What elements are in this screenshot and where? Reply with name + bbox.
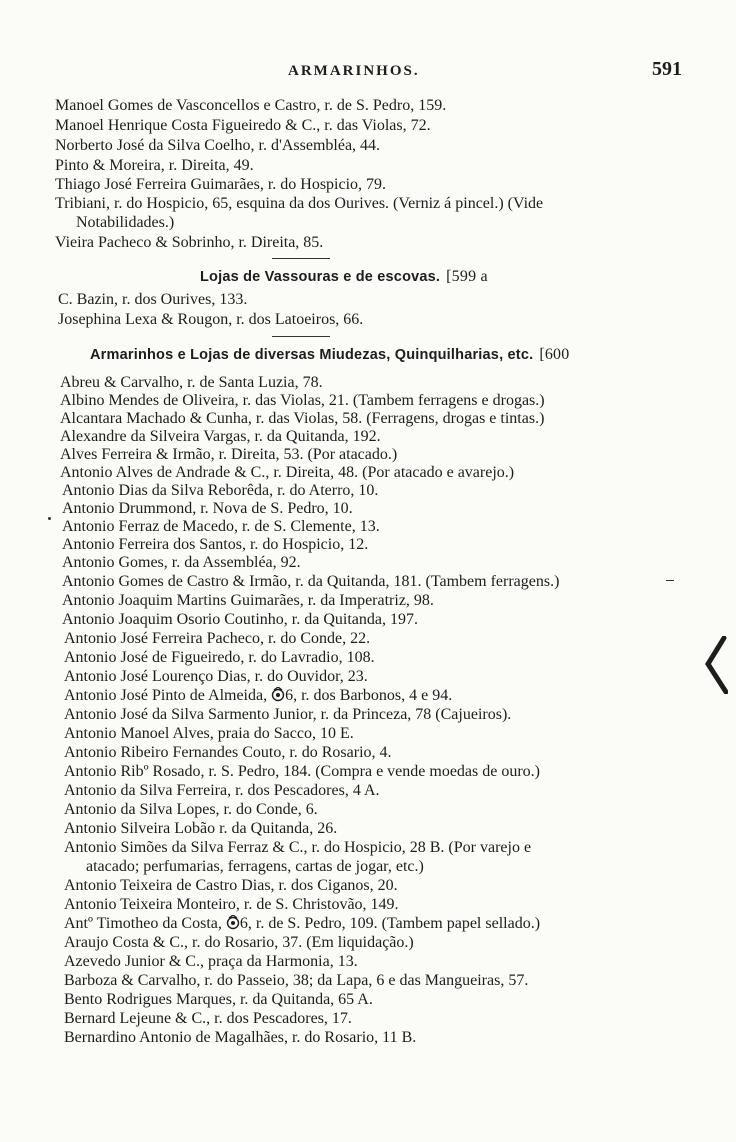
margin-bracket-mark — [702, 636, 728, 694]
list-item: Antonio Gomes de Castro & Irmão, r. da Quitanda, 181. (Tambem ferragens.) — [62, 573, 560, 590]
section-number: [599 a — [446, 268, 488, 285]
list-item: Thiago José Ferreira Guimarães, r. do Hospicio, 79. — [55, 176, 387, 193]
list-item: Antonio Alves de Andrade & C., r. Direita, 48. (Por atacado e avarejo.) — [60, 464, 515, 481]
list-item: Abreu & Carvalho, r. de Santa Luzia, 78. — [60, 374, 323, 391]
list-item: Antonio José de Figueiredo, r. do Lavradio, 108. — [64, 649, 375, 666]
list-item: Antonio Dias da Silva Reborêda, r. do Aterro, 10. — [62, 482, 379, 499]
list-item: Bento Rodrigues Marques, r. da Quitanda, 65 A. — [64, 991, 373, 1008]
list-item: Antonio José Ferreira Pacheco, r. do Conde, 22. — [64, 630, 371, 647]
list-item: Antonio Joaquim Osorio Coutinho, r. da Quitanda, 197. — [62, 611, 418, 628]
list-item: Antonio da Silva Lopes, r. do Conde, 6. — [64, 801, 318, 818]
list-item: Manoel Gomes de Vasconcellos e Castro, r. de S. Pedro, 159. — [55, 97, 447, 114]
list-item: Antonio Teixeira de Castro Dias, r. dos Ciganos, 20. — [64, 877, 398, 894]
list-item: Antonio Drummond, r. Nova de S. Pedro, 10. — [62, 500, 353, 517]
list-item: Bernard Lejeune & C., r. dos Pescadores, 17. — [64, 1010, 352, 1027]
list-item-continuation: atacado; perfumarias, ferragens, cartas de jogar, etc.) — [86, 858, 424, 875]
list-item: Manoel Henrique Costa Figueiredo & C., r. das Violas, 72. — [55, 117, 431, 134]
page-number: 591 — [652, 58, 682, 80]
section-heading — [200, 268, 488, 286]
list-item: Azevedo Junior & C., praça da Harmonia, 13. — [64, 953, 358, 970]
ornament-icon — [271, 687, 285, 702]
list-item: Araujo Costa & C., r. do Rosario, 37. (Em liquidação.) — [64, 934, 414, 951]
list-item-text: 6, r. dos Barbonos, 4 e 94. — [285, 687, 453, 704]
ornament-icon — [226, 915, 240, 930]
list-item: Antonio Simões da Silva Ferraz & C., r. do Hospicio, 28 B. (Por varejo e — [64, 839, 532, 856]
list-item: Antonio da Silva Ferreira, r. dos Pescadores, 4 A. — [64, 782, 380, 799]
section-divider — [272, 258, 330, 259]
list-item: Antonio Manoel Alves, praia do Sacco, 10 E. — [64, 725, 354, 742]
list-item: Antonio Ferreira dos Santos, r. do Hospicio, 12. — [62, 536, 369, 553]
list-item-text: Antº Timotheo da Costa, — [64, 915, 222, 932]
list-item: Antonio Ribº Rosado, r. S. Pedro, 184. (Compra e vende moedas de ouro.) — [64, 763, 541, 780]
list-item: Albino Mendes de Oliveira, r. das Violas, 21. (Tambem ferragens e drogas.) — [60, 392, 545, 409]
list-item: Antonio Gomes, r. da Assembléa, 92. — [62, 554, 301, 571]
section-number: [600 — [539, 346, 570, 363]
list-item: Antonio José da Silva Sarmento Junior, r. da Princeza, 78 (Cajueiros). — [64, 706, 512, 723]
list-item: Antonio Silveira Lobão r. da Quitanda, 26. — [64, 820, 338, 837]
list-item: Barboza & Carvalho, r. do Passeio, 38; da Lapa, 6 e das Mangueiras, 57. — [64, 972, 529, 989]
section-title: Lojas de Vassouras e de escovas. — [200, 269, 441, 285]
list-item: Josephina Lexa & Rougon, r. dos Latoeiros, 66. — [58, 311, 364, 328]
margin-dot — [48, 517, 51, 520]
margin-dash — [666, 580, 674, 581]
section-divider — [272, 336, 330, 337]
list-item: Vieira Pacheco & Sobrinho, r. Direita, 85. — [55, 234, 324, 251]
list-item: Antonio Joaquim Martins Guimarães, r. da Imperatriz, 98. — [62, 592, 434, 609]
list-item-text: Antonio José Pinto de Almeida, — [64, 687, 268, 704]
list-item: Antonio Ribeiro Fernandes Couto, r. do Rosario, 4. — [64, 744, 392, 761]
list-item: C. Bazin, r. dos Ourives, 133. — [58, 291, 248, 308]
list-item — [64, 915, 540, 933]
list-item: Antonio Teixeira Monteiro, r. de S. Christovão, 149. — [64, 896, 399, 913]
list-item: Pinto & Moreira, r. Direita, 49. — [55, 157, 254, 174]
list-item-text: 6, r. de S. Pedro, 109. (Tambem papel sellado.) — [239, 915, 541, 932]
list-item: Tribiani, r. do Hospicio, 65, esquina da dos Ourives. (Verniz á pincel.) (Vide — [55, 195, 544, 212]
section-title: Armarinhos e Lojas de diversas Miudezas, Quinquilharias, etc. — [90, 347, 534, 363]
list-item-continuation: Notabilidades.) — [76, 214, 175, 231]
list-item — [64, 687, 452, 705]
list-item: Alves Ferreira & Irmão, r. Direita, 53. (Por atacado.) — [60, 446, 398, 463]
list-item: Antonio Ferraz de Macedo, r. de S. Clemente, 13. — [62, 518, 380, 535]
list-item: Alexandre da Silveira Vargas, r. da Quitanda, 192. — [60, 428, 381, 445]
list-item: Bernardino Antonio de Magalhães, r. do Rosario, 11 B. — [64, 1029, 417, 1046]
list-item: Antonio José Lourenço Dias, r. do Ouvidor, 23. — [64, 668, 368, 685]
list-item: Alcantara Machado & Cunha, r. das Violas, 58. (Ferragens, drogas e tintas.) — [60, 410, 545, 427]
list-item: Norberto José da Silva Coelho, r. d'Assembléa, 44. — [55, 137, 381, 154]
section-heading — [90, 346, 569, 364]
page-title: ARMARINHOS. — [288, 63, 420, 79]
